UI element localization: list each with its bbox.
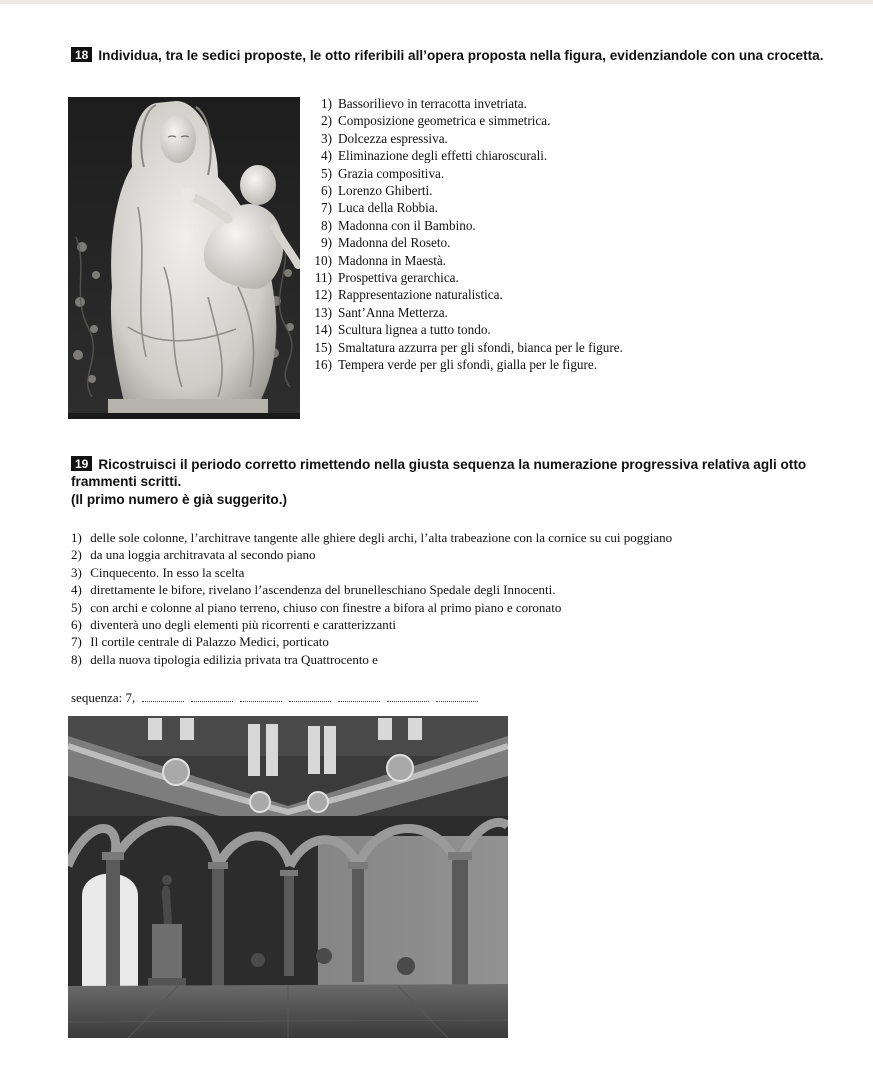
q19-fragment: 2) da una loggia architravata al secondo piano xyxy=(71,547,316,563)
q19-prompt: Ricostruisci il periodo corretto rimettendo nella giusta sequenza la numerazione progressiva relativa agli otto frammenti scritti. xyxy=(71,457,807,489)
q18-option[interactable]: 7) Luca della Robbia. xyxy=(321,200,438,216)
q18-option[interactable]: 13) Sant’Anna Metterza. xyxy=(314,304,448,320)
q18-options-list xyxy=(306,95,623,374)
sequence-blank[interactable] xyxy=(240,691,282,702)
q19-heading xyxy=(71,456,831,490)
q19-fragment: 8) della nuova tipologia edilizia privata tra Quattrocento e xyxy=(71,651,378,667)
q18-option[interactable]: 10) Madonna in Maestà. xyxy=(314,252,447,268)
q19-fragment: 4) direttamente le bifore, rivelano l’ascendenza del brunelleschiano Spedale degli Innocenti. xyxy=(71,582,556,598)
sequence-line xyxy=(71,690,478,706)
sequence-blank[interactable] xyxy=(436,691,478,702)
q18-option[interactable]: 1) Bassorilievo in terracotta invetriata. xyxy=(321,96,527,111)
q18-option[interactable]: 15) Smaltatura azzurra per gli sfondi, bianca per le figure. xyxy=(314,339,623,355)
q19-fragment: 7) Il cortile centrale di Palazzo Medici, porticato xyxy=(71,634,329,650)
sequence-blank[interactable] xyxy=(338,691,380,702)
q19-fragment: 6) diventerà uno degli elementi più ricorrenti e caratterizzanti xyxy=(71,617,396,633)
q18-option[interactable]: 12) Rappresentazione naturalistica. xyxy=(314,287,503,303)
q19-hint: (Il primo numero è già suggerito.) xyxy=(71,492,288,507)
sequence-blank[interactable] xyxy=(387,691,429,702)
sequence-label: sequenza: 7, xyxy=(71,690,136,705)
q19-number-badge: 19 xyxy=(71,456,92,471)
q19-fragments-list xyxy=(71,529,672,668)
q18-option[interactable]: 9) Madonna del Roseto. xyxy=(321,235,451,251)
sequence-blank[interactable] xyxy=(191,691,233,702)
q18-option[interactable]: 14) Scultura lignea a tutto tondo. xyxy=(314,322,491,338)
q19-fragment: 3) Cinquecento. In esso la scelta xyxy=(71,564,245,580)
q18-option[interactable]: 16) Tempera verde per gli sfondi, gialla per le figure. xyxy=(314,357,598,373)
page-top-strip xyxy=(0,0,873,4)
q19-fragment: 5) con archi e colonne al piano terreno, chiuso con finestre a bifora al primo piano e coronato xyxy=(71,599,562,615)
q18-option[interactable]: 3) Dolcezza espressiva. xyxy=(321,130,448,146)
q18-option[interactable]: 2) Composizione geometrica e simmetrica. xyxy=(321,113,551,129)
q18-number-badge: 18 xyxy=(71,47,92,62)
q18-option[interactable]: 5) Grazia compositiva. xyxy=(321,165,445,181)
palazzo-medici-courtyard-photo xyxy=(68,716,508,1038)
sequence-blank[interactable] xyxy=(289,691,331,702)
q18-option[interactable]: 8) Madonna con il Bambino. xyxy=(321,217,476,233)
madonna-sculpture-photo xyxy=(68,97,300,419)
q18-option[interactable]: 4) Eliminazione degli effetti chiaroscurali. xyxy=(321,148,548,164)
sequence-blank[interactable] xyxy=(142,691,184,702)
q18-heading xyxy=(71,47,831,64)
q18-option[interactable]: 6) Lorenzo Ghiberti. xyxy=(321,183,433,199)
q18-option[interactable]: 11) Prospettiva gerarchica. xyxy=(314,270,459,286)
q18-prompt: Individua, tra le sedici proposte, le otto riferibili all’opera proposta nella figura, evidenziandole con una crocetta. xyxy=(98,48,824,63)
q19-fragment: 1) delle sole colonne, l’architrave tangente alle ghiere degli archi, l’alta trabeazione con la cornice su cui poggiano xyxy=(71,530,673,545)
